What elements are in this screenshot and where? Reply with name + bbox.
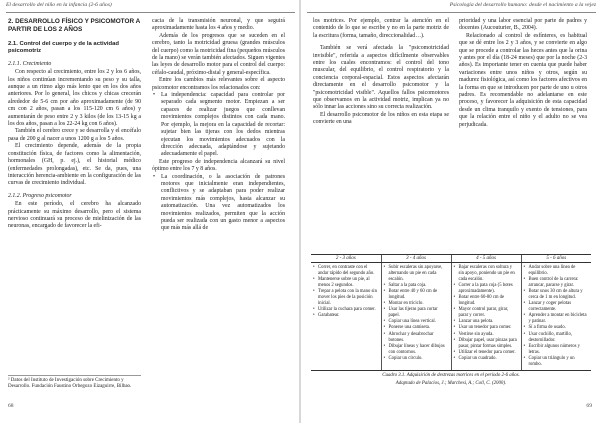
- table-caption: Cuadro 3.1. Adquisición de destrezas motrices en el período 2-6 años.: [382, 372, 520, 378]
- paragraph: Entre los cambios más relevantes sobre el aspecto psicomotor encontramos los relacionados con:: [152, 77, 285, 91]
- heading-crecimiento: 2.1.1. Crecimiento: [8, 60, 52, 67]
- skill-item: • Botar entre 40 y 60 cm de longitud.: [384, 289, 449, 301]
- skill-item: • Usar un tenedor para comer.: [454, 325, 519, 331]
- table-header-cell: 4 - 5 años: [451, 255, 521, 263]
- table-header-cell: 2 - 3 años: [311, 255, 381, 263]
- table-cell: [311, 263, 381, 371]
- skill-item: • Mayor control parar, girar, parar y correr.: [454, 307, 519, 319]
- skill-list: [313, 265, 379, 319]
- table-header-cell: 5 - 6 años: [521, 255, 591, 263]
- skill-item: • Montar en triciclo.: [384, 301, 449, 307]
- skill-list: [384, 265, 449, 362]
- left-page: [0, 0, 299, 423]
- skill-item: • Ponerse una camiseta.: [384, 325, 449, 331]
- skill-item: • Copiar un cuadrado.: [454, 356, 519, 362]
- subsection-title: 2.1. Control del cuerpo y de la actividad psicomotriz: [8, 41, 119, 55]
- skill-item: • Botar unos 30 cm de altura y cerca de 1 m en longitud.: [524, 289, 590, 301]
- paragraph: Relacionado al control de esfínteres, es habitual que se dé entre los 2 y 3 años, y se convierte en algo que se procede a controlar las heces antes que la orina y antes por el día (18-24 meses) que por la noche (2-3 años). Es importante tener en cuenta que puede haber variaciones entre unos niños y otros, según su madurez fisiológica, así como los factores afectivos en la forma en que se introducen por parte de uno u otros padres. Es recomendable no adelantarse en este proceso, y favorecer la adquisición de esta capacidad desde un clima tranquilo y exento de tensiones, para que la relación entre el niño y el adulto no se vea perjudicada.: [459, 32, 587, 128]
- table-cell: [451, 263, 521, 371]
- paragraph: El desarrollo psicomotor de los niños en esta etapa se convierte en una: [313, 111, 449, 126]
- heading-progreso-psicomotor: 2.1.2. Progreso psicomotor: [8, 192, 72, 199]
- skill-item: • Utilizar la cuchara para comer.: [313, 307, 379, 313]
- skill-item: • Copiar una línea vertical.: [384, 319, 449, 325]
- section-title: 2. DESARROLLO FÍSICO Y PSICOMOTOR A PARTIR DE LOS 2 AÑOS: [8, 18, 140, 33]
- running-head-right: Psicología del desarrollo humano: desde el nacimiento a la vejez: [449, 2, 596, 8]
- footnote: ² Datos del Instituto de Investigación sobre Crecimiento y Desarrollo. Fundación Faustino Orbegozo Eizaguirre, Bilbao.: [8, 375, 141, 391]
- page-number-left: 68: [8, 403, 14, 409]
- skill-item: • Dibujar papel, usar pinzas para pasar, pintar formas simples.: [454, 338, 519, 350]
- skill-item: • Bajar escaleras con soltura y sin apoyo, poniendo un pie en cada escalón.: [454, 265, 519, 283]
- skill-item: • Saltar a la pata coja.: [384, 283, 449, 289]
- running-head-left: El desarrollo del niño en la infancia (2-6 años): [6, 2, 112, 8]
- paragraph: Con respecto al crecimiento, entre los 2 y los 6 años, los niños continúan incrementando su peso y su talla, aunque a un ritmo algo más lento que en los dos años anteriores. Por lo general, los chicos y chicas crecerán alrededor de 5-6 cm por año aproximadamente (de 90 cm con 2 años, pasan a los 115-120 cm 6 años) y aumentarán de peso entre 2 y 3 kilos (de los 13-15 kg a los dos años, pasan a los 22-24 kg con 6 años).: [8, 69, 141, 128]
- right-column-1: [313, 18, 449, 127]
- page-number-right: 69: [586, 403, 592, 409]
- table-cell: [381, 263, 451, 371]
- paragraph: También el cerebro crece y se desarrolla y el encéfalo pasa de 200 g al nacer a unos 1200 g a los 5 años.: [8, 128, 141, 142]
- left-column-1: [8, 18, 141, 231]
- skill-item: • Andar sobre una línea de equilibrio.: [524, 265, 590, 277]
- bullet-item: • La coordinación, o la asociación de patrones motores que inicialmente eran independientes, conflictivos y se adaptaban para poder realizar movimientos más complejos, hasta alcanzar su automatización. Una vez automatizados los movimientos realizados, permiten que la acción pueda ser realizada con un gasto menor a aspectos que más más allá de: [152, 174, 285, 233]
- skill-item: • Botar entre 60-80 cm de longitud.: [454, 295, 519, 307]
- skill-item: • Escribir algunos números y letras.: [524, 344, 590, 356]
- left-column-2: [152, 18, 285, 233]
- header-rule: [307, 12, 596, 13]
- paragraph: Este progreso de independencia alcanzará su nivel óptimo entre los 7 y 8 años.: [152, 158, 285, 173]
- skill-item: • Aprender a montar en bicicleta y patinar.: [524, 313, 590, 325]
- skill-list: [524, 265, 590, 368]
- paragraph: También se verá afectada la "psicomotricidad invisible", referida a aspectos difícilmente observables entre los cuales encontramos: el control del tono muscular, del equilibrio, el control respiratorio y la conciencia corporal-espacial. Estos aspectos afectarán directamente en el desarrollo psicomotor y la "psicomotricidad visible". Aquellos fallos psicomotores que observamos en la actividad motriz, implican ya no sólo innar las acciones sino su correcta realización.: [313, 45, 449, 111]
- skill-item: • Mantenerse sobre un pie, al menos 2 segundos.: [313, 277, 379, 289]
- paragraph: cacia de la transmisión neuronal, y que seguirá aproximadamente hasta los 4 años y medio.: [152, 18, 285, 32]
- skill-item: • Trepar a pelota con la mano sin mover los pies de la posición inicial.: [313, 289, 379, 307]
- skill-item: • Dibujar líneas y hacer dibujos con contornos.: [384, 344, 449, 356]
- skill-item: • Sí a firma de usado.: [524, 325, 590, 331]
- motor-skills-table: [311, 254, 591, 371]
- skill-item: • Usar cuchillo, martillo, destornillador.: [524, 332, 590, 344]
- table-header-cell: 3 - 4 años: [381, 255, 451, 263]
- table-cell: [521, 263, 591, 371]
- skill-item: • Buen control de la carrera: arrancar, pararse y girar.: [524, 277, 590, 289]
- right-column-2: [459, 18, 587, 129]
- skill-item: • Subir escaleras sin apoyarse, alternando un pie en cada escalón.: [384, 265, 449, 283]
- skill-item: • Utilizar el tenedor para comer.: [454, 350, 519, 356]
- motor-skills-table-block: [311, 254, 591, 387]
- skill-item: • Correr a la pata coja (5 botes aproximadamente).: [454, 283, 519, 295]
- skill-item: • Lanzar y coger pelotas correctamente.: [524, 301, 590, 313]
- skill-item: • Vestirse sin ayuda.: [454, 332, 519, 338]
- paragraph: prioridad y una labor esencial por parte de padres y docentes (Aucouturier, B., 2004).: [459, 18, 587, 32]
- header-rule: [6, 12, 295, 13]
- paragraph: El crecimiento depende, además de la propia constitución física, de factores como la alimentación, hormonales (GH, p. ej.), el historial médico (enfermedades prolongadas), etc. Se da, pues, una interacción herencia-ambiente en la configuración de las curvas de crecimiento individual.: [8, 143, 141, 187]
- paragraph: En este período, el cerebro ha alcanzado prácticamente su máximo desarrollo, pero el sistema nervioso continuará su proceso de mielinización de las neuronas, encargado de favorecer la efi-: [8, 201, 141, 230]
- bullet-item: • La independencia: capacidad para controlar por separado cada segmento motor. Empiezan a ser capaces de realizar juegos que conllevan movimientos complejos distintos con cada mano. Por ejemplo, la mejora en la capacidad de recortar: sujetar bien las tijeras con los dedos mientras ejecutan los movimientos adecuados con la dirección adecuada, adaptándose y sujetando adecuadamente el papel.: [152, 92, 285, 159]
- skill-item: • Correr, en contraste con el andar rápido del segundo año.: [313, 265, 379, 277]
- table-caption-source: Adaptado de Palacios, J.; Marchesi, A.; Coll, C. (2000).: [395, 380, 507, 386]
- paragraph: los motrices. Por ejemplo, centrar la atención en el contenido de lo que se escribe y no en la parte motriz de la escritura (forma, tamaño, direccionalidad…).: [313, 18, 449, 39]
- skill-item: • Usar las tijeras para cortar papel.: [384, 307, 449, 319]
- paragraph: Además de los progresos que se suceden en el cerebro, tanto la motricidad gruesa (grandes músculos del cuerpo) como la motricidad fina (pequeños músculos de la mano) se verán también afectados. Siguen vigentes las leyes de desarrollo motor para el control del cuerpo: céfalo-caudal, próximo-distal y general-específica.: [152, 32, 285, 76]
- skill-item: • Lanzar una pelota.: [454, 319, 519, 325]
- skill-item: • Garabatear.: [313, 313, 379, 319]
- skill-item: • Copiar un círculo.: [384, 356, 449, 362]
- skill-item: • Abrochar y desabrochar botones.: [384, 332, 449, 344]
- skill-item: • Copiar un triángulo y un rombo.: [524, 356, 590, 368]
- skill-list: [454, 265, 519, 362]
- right-page: [301, 0, 600, 423]
